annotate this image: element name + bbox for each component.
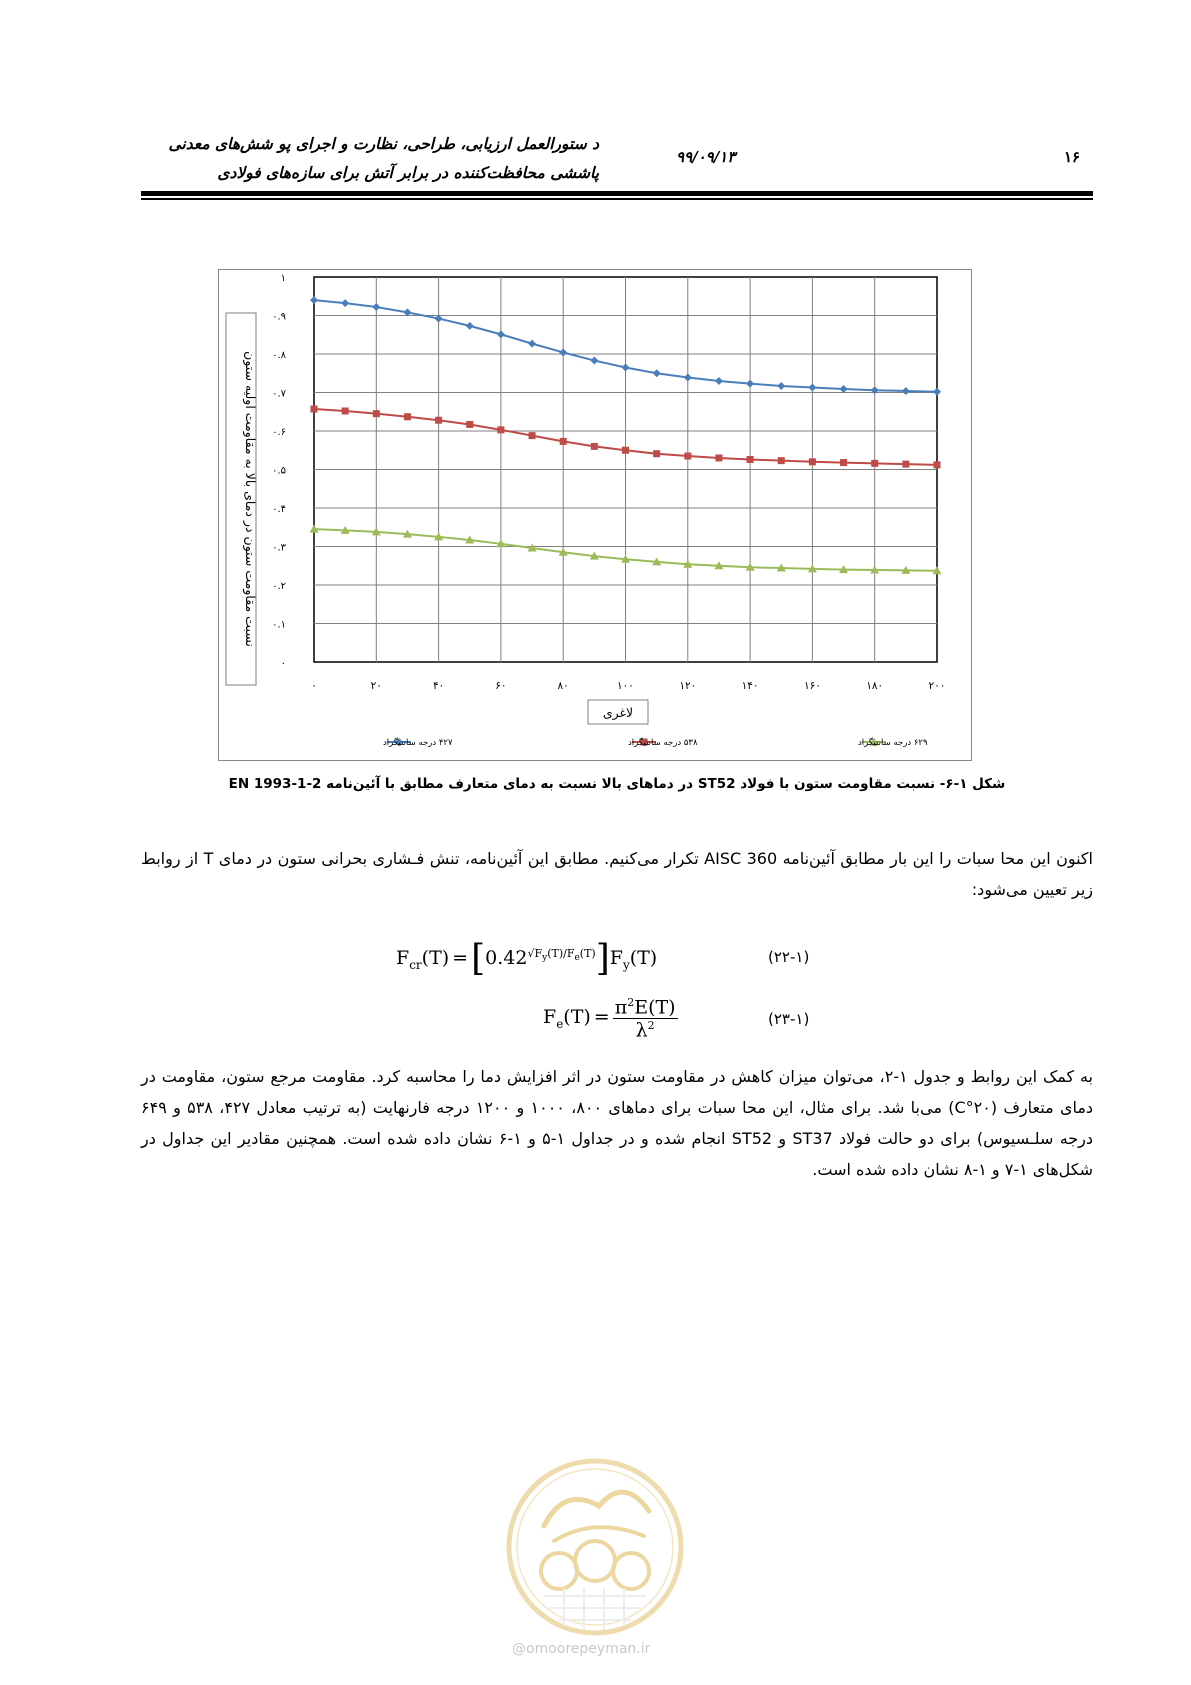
legend-label: ۵۳۸ درجه سانتیگراد (628, 738, 698, 748)
legend-label: ۶۲۹ درجه سانتیگراد (858, 738, 928, 748)
data-point (373, 410, 380, 417)
data-point (311, 406, 318, 413)
legend-entry-2 (628, 737, 698, 748)
header-rule-thick (141, 191, 1093, 196)
x-tick-label: ۴۰ (432, 680, 445, 692)
y-tick-label: ۱ (280, 273, 286, 284)
page-number: ۱۶ (1064, 148, 1081, 166)
data-point (435, 417, 442, 424)
y-tick-label: ۰ (280, 658, 286, 669)
y-tick-label: ۰.۶ (272, 427, 286, 438)
equation-22: $F_{cr}(T) =[0.42^{√F_y(T)/F_e(T)}]F_y(T)$ (396, 938, 658, 979)
x-tick-label: ۲۰ (370, 680, 382, 692)
equation-23: $F_e(T)$ = $\frac{\pi^2E(T)}{\lambda^2}$ (543, 996, 676, 1042)
header-date: ۹۹/۰۹/۱۳ (676, 148, 736, 166)
legend-entry-3 (858, 737, 928, 748)
watermark-site: @omoorepeyman.ir (512, 1641, 651, 1657)
y-tick-label: ۰.۲ (272, 581, 286, 592)
x-tick-label: ۲۰۰ (928, 680, 946, 692)
x-tick-label: ۱۴۰ (741, 680, 759, 692)
x-tick-label: ۱۲۰ (679, 680, 697, 692)
y-tick-label: ۰.۹ (272, 311, 286, 323)
legend-entry-1 (383, 737, 453, 748)
data-point (404, 413, 411, 420)
data-point (902, 461, 909, 468)
x-tick-label: ۱۸۰ (866, 680, 884, 692)
x-tick-label: ۸۰ (557, 680, 569, 692)
y-tick-label: ۰.۷ (272, 388, 286, 400)
y-tick-label: ۰.۵ (272, 465, 286, 477)
header-title-line1: د ستورالعمل ارزیابی، طراحی، نظارت و اجرای پو شش‌های معدنی (168, 134, 599, 153)
y-tick-label: ۰.۱ (272, 619, 286, 631)
data-point (871, 460, 878, 467)
data-point (497, 426, 504, 433)
y-tick-label: ۰.۴ (272, 504, 286, 515)
header-rule-thin (141, 198, 1093, 200)
line-chart (219, 270, 971, 760)
data-point (840, 459, 847, 466)
equation-22-number: (۲۲-۱) (768, 948, 810, 966)
data-point (591, 443, 598, 450)
data-point (622, 447, 629, 454)
equation-23-number: (۲۳-۱) (768, 1010, 810, 1028)
data-point (778, 457, 785, 464)
data-point (529, 432, 536, 439)
data-point (715, 454, 722, 461)
legend-label: ۴۲۷ درجه سانتیگراد (383, 738, 453, 748)
x-axis-title: لاغری (602, 705, 634, 720)
x-tick-label: ۱۰۰ (617, 680, 634, 692)
header-title-line2: پاششی محافظت‌کننده در برابر آتش برای سازه‌های فولادی (217, 163, 599, 182)
paragraph-2: به کمک این روابط و جدول ۱-۲، می‌توان میزان کاهش در مقاومت ستون در اثر افزایش دما را محاسبه کرد. مقاومت مرجع ستون، مقاومت در دمای متعارف (۲۰°C) می‌با شد. برای مثال، این محا سبات برای دماهای ۸۰۰، ۱۰۰۰ و ۱۲۰۰ درجه فارنهایت (به ترتیب معادل ۴۲۷، ۵۳۸ و ۶۴۹ درجه سلـسیوس) برای دو حالت فولاد ST37 و ST52 انجام شده و در جداول ۱-۵ و ۱-۶ نشان داده شده است. همچنین مقادیر این جداول در شکل‌های ۱-۷ و ۱-۸ نشان داده شده است. (141, 1067, 1094, 1179)
figure-chart (218, 269, 972, 761)
y-axis-title: نسبت مقاومت ستون در دمای بالا به مقاومت اولیه ستون (243, 351, 258, 647)
data-point (934, 461, 941, 468)
data-point (809, 458, 816, 465)
data-point (560, 438, 567, 445)
x-tick-label: ۱۶۰ (803, 680, 821, 692)
data-point (466, 421, 473, 428)
data-point (684, 453, 691, 460)
paragraph-1: اکنون این محا سبات را این بار مطابق آئین‌نامه AISC 360 تکرار می‌کنیم. مطابق این آئین‌نامه، تنش فـشاری بحرانی ستون در دمای T از روابط زیر تعیین می‌شود: (141, 849, 1093, 899)
figure-caption: شکل ۱-۶- نسبت مقاومت ستون با فولاد ST52 در دماهای بالا نسبت به دمای متعارف مطابق با آئین‌نامه EN 1993-1-2 (228, 776, 1006, 792)
x-tick-label: ۰ (311, 680, 317, 692)
y-tick-label: ۰.۳ (272, 542, 286, 554)
data-point (747, 456, 754, 463)
watermark-logo-icon (504, 1456, 686, 1638)
data-point (342, 407, 349, 414)
y-tick-label: ۰.۸ (272, 350, 286, 361)
data-point (653, 450, 660, 457)
x-tick-label: ۶۰ (495, 680, 507, 692)
